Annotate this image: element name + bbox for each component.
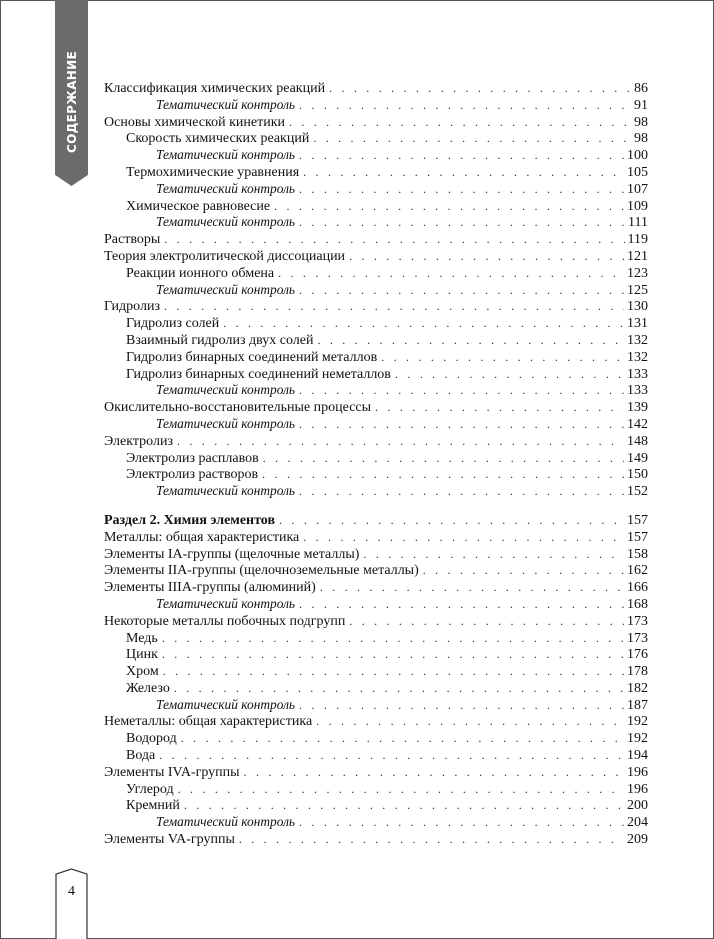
toc-entry-title: Вода — [126, 748, 156, 764]
toc-entry-page: 157 — [627, 529, 648, 545]
toc-entry-title: Элементы IVA-группы — [104, 764, 240, 780]
toc-entry-page: 192 — [627, 731, 648, 747]
toc-leader-dots — [178, 781, 624, 798]
toc-entry[interactable] — [104, 433, 648, 450]
toc-entry-page: 130 — [627, 299, 648, 315]
toc-entry[interactable] — [104, 646, 648, 663]
toc-entry[interactable] — [104, 130, 648, 147]
toc-entry[interactable] — [104, 546, 648, 563]
toc-entry-page: 98 — [634, 114, 648, 130]
toc-entry[interactable] — [104, 282, 648, 299]
toc-entry-page: 173 — [627, 630, 648, 646]
toc-entry[interactable] — [104, 147, 648, 164]
toc-entry-page: 123 — [627, 265, 648, 281]
toc-entry-title: Окислительно-восстановительные процессы — [104, 400, 372, 416]
toc-entry-title: Некоторые металлы побочных подгрупп — [104, 613, 346, 629]
toc-entry-title: Растворы — [104, 232, 161, 248]
toc-entry[interactable] — [104, 596, 648, 613]
toc-leader-dots — [381, 349, 624, 366]
toc-leader-dots — [164, 231, 624, 248]
toc-leader-dots — [279, 512, 624, 529]
toc-leader-dots — [162, 646, 624, 663]
toc-entry-page: 131 — [627, 316, 648, 332]
toc-leader-dots — [349, 613, 624, 630]
toc-leader-dots — [274, 198, 624, 215]
toc-entry[interactable] — [104, 814, 648, 831]
toc-entry-page: 111 — [628, 215, 648, 231]
toc-entry[interactable] — [104, 529, 648, 546]
toc-entry[interactable] — [104, 231, 648, 248]
toc-entry[interactable] — [104, 730, 648, 747]
toc-leader-dots — [395, 366, 624, 383]
toc-entry-page: 192 — [627, 714, 648, 730]
toc-leader-dots — [239, 831, 624, 848]
toc-entry-title: Гидролиз бинарных соединений неметаллов — [126, 366, 391, 382]
toc-entry-title: Электролиз растворов — [126, 467, 259, 483]
toc-entry-page: 150 — [627, 467, 648, 483]
toc-entry-page: 125 — [627, 282, 648, 298]
toc-entry-title: Неметаллы: общая характеристика — [104, 714, 313, 730]
toc-entry[interactable] — [104, 97, 648, 114]
toc-leader-dots — [163, 663, 624, 680]
toc-entry-page: 109 — [627, 198, 648, 214]
toc-leader-dots — [329, 80, 631, 97]
toc-leader-dots — [320, 579, 624, 596]
toc-leader-dots — [375, 399, 624, 416]
toc-entry-title: Тематический контроль — [156, 214, 296, 230]
toc-entry[interactable] — [104, 315, 648, 332]
toc-entry[interactable] — [104, 747, 648, 764]
toc-entry[interactable] — [104, 298, 648, 315]
toc-leader-dots — [299, 181, 624, 198]
toc-leader-dots — [262, 466, 624, 483]
toc-entry[interactable] — [104, 512, 648, 529]
toc-entry[interactable] — [104, 680, 648, 697]
toc-entry[interactable] — [104, 164, 648, 181]
toc-leader-dots — [299, 814, 624, 831]
toc-entry-page: 209 — [627, 832, 648, 848]
toc-entry[interactable] — [104, 781, 648, 798]
toc-entry[interactable] — [104, 181, 648, 198]
toc-leader-dots — [299, 97, 631, 114]
toc-entry-title: Медь — [126, 630, 158, 646]
toc-leader-dots — [423, 562, 624, 579]
toc-leader-dots — [278, 265, 624, 282]
toc-entry-page: 91 — [634, 97, 648, 113]
toc-entry[interactable] — [104, 450, 648, 467]
toc-leader-dots — [299, 282, 624, 299]
toc-entry[interactable] — [104, 713, 648, 730]
toc-entry-title: Тематический контроль — [156, 382, 296, 398]
toc-entry-title: Взаимный гидролиз двух солей — [126, 332, 314, 348]
toc-leader-dots — [159, 747, 624, 764]
toc-entry[interactable] — [104, 214, 648, 231]
toc-entry-page: 107 — [627, 181, 648, 197]
toc-entry-page: 100 — [627, 148, 648, 164]
toc-entry-title: Тематический контроль — [156, 415, 296, 431]
toc-entry[interactable] — [104, 366, 648, 383]
toc-leader-dots — [299, 214, 625, 231]
toc-entry[interactable] — [104, 697, 648, 714]
toc-entry-title: Тематический контроль — [156, 281, 296, 297]
toc-entry-title: Скорость химических реакций — [126, 131, 310, 147]
toc-entry[interactable] — [104, 114, 648, 131]
toc-entry-title: Классификация химических реакций — [104, 81, 326, 96]
toc-entry-title: Электролиз — [104, 433, 173, 449]
toc-leader-dots — [299, 483, 624, 500]
toc-leader-dots — [316, 713, 624, 730]
toc-entry-page: 200 — [627, 798, 648, 814]
toc-leader-dots — [313, 130, 631, 147]
toc-entry-page: 158 — [627, 546, 648, 562]
toc-entry-page: 157 — [627, 512, 648, 528]
toc-entry-page: 196 — [627, 764, 648, 780]
toc-entry-title: Гидролиз — [104, 299, 160, 315]
toc-entry-title: Тематический контроль — [156, 696, 296, 712]
table-of-contents — [104, 80, 648, 848]
toc-leader-dots — [263, 450, 624, 467]
toc-entry-page: 139 — [627, 400, 648, 416]
toc-entry[interactable] — [104, 399, 648, 416]
toc-entry-page: 173 — [627, 613, 648, 629]
toc-leader-dots — [223, 315, 624, 332]
toc-entry-page: 86 — [634, 81, 648, 96]
toc-entry-title: Химическое равновесие — [126, 198, 271, 214]
toc-leader-dots — [184, 797, 624, 814]
toc-entry-page: 133 — [627, 366, 648, 382]
toc-entry-title: Цинк — [126, 647, 158, 663]
toc-leader-dots — [244, 764, 624, 781]
toc-leader-dots — [299, 382, 624, 399]
toc-entry-page: 152 — [627, 484, 648, 500]
toc-entry-title: Элементы IA-группы (щелочные металлы) — [104, 546, 360, 562]
toc-entry-page: 166 — [627, 580, 648, 596]
toc-entry[interactable] — [104, 332, 648, 349]
toc-entry-title: Тематический контроль — [156, 595, 296, 611]
toc-entry-page: 182 — [627, 680, 648, 696]
toc-entry-title: Водород — [126, 731, 177, 747]
toc-entry-page: 168 — [627, 596, 648, 612]
toc-entry-title: Гидролиз солей — [126, 316, 220, 332]
toc-entry[interactable] — [104, 382, 648, 399]
toc-entry[interactable] — [104, 466, 648, 483]
toc-leader-dots — [177, 433, 624, 450]
toc-leader-dots — [299, 147, 624, 164]
toc-leader-dots — [299, 416, 624, 433]
toc-leader-dots — [289, 114, 631, 131]
toc-entry[interactable] — [104, 349, 648, 366]
toc-entry[interactable] — [104, 416, 648, 433]
toc-entry-title: Электролиз расплавов — [126, 450, 259, 466]
toc-leader-dots — [181, 730, 624, 747]
toc-entry[interactable] — [104, 80, 648, 97]
toc-entry-title: Железо — [126, 680, 170, 696]
toc-entry-page: 194 — [627, 748, 648, 764]
toc-entry-page: 149 — [627, 450, 648, 466]
toc-entry[interactable] — [104, 630, 648, 647]
toc-entry-title: Тематический контроль — [156, 180, 296, 196]
toc-entry[interactable] — [104, 663, 648, 680]
toc-entry-title: Углерод — [126, 781, 174, 797]
section-side-tab-label-wrap — [56, 32, 87, 172]
toc-entry-page: 98 — [634, 131, 648, 147]
toc-entry-title: Металлы: общая характеристика — [104, 529, 300, 545]
toc-entry-title: Тематический контроль — [156, 147, 296, 163]
toc-entry-page: 132 — [627, 349, 648, 365]
toc-leader-dots — [363, 546, 624, 563]
toc-entry[interactable] — [104, 483, 648, 500]
toc-entry-page: 121 — [627, 248, 648, 264]
toc-leader-dots — [349, 248, 624, 265]
toc-entry-page: 133 — [627, 383, 648, 399]
toc-leader-dots — [303, 529, 624, 546]
toc-entry[interactable] — [104, 198, 648, 215]
toc-entry-page: 176 — [627, 647, 648, 663]
toc-entry[interactable] — [104, 797, 648, 814]
toc-entry[interactable] — [104, 248, 648, 265]
section-side-tab-label: СОДЕРЖАНИЕ — [64, 51, 79, 153]
toc-leader-dots — [162, 630, 624, 647]
toc-leader-dots — [303, 164, 624, 181]
page-number-tab — [55, 868, 88, 939]
toc-entry-title: Элементы IIA-группы (щелочноземельные металлы) — [104, 563, 419, 579]
toc-entry-title: Тематический контроль — [156, 96, 296, 112]
toc-entry-title: Раздел 2. Химия элементов — [104, 512, 276, 528]
toc-entry[interactable] — [104, 613, 648, 630]
toc-leader-dots — [299, 596, 624, 613]
toc-entry[interactable] — [104, 265, 648, 282]
toc-leader-dots — [299, 697, 624, 714]
toc-entry-page: 105 — [627, 164, 648, 180]
toc-entry-title: Теория электролитической диссоциации — [104, 248, 346, 264]
toc-entry[interactable] — [104, 579, 648, 596]
toc-entry-page: 119 — [627, 232, 648, 248]
toc-entry-page: 204 — [627, 815, 648, 831]
toc-entry-page: 148 — [627, 433, 648, 449]
toc-leader-dots — [164, 298, 624, 315]
toc-entry-title: Реакции ионного обмена — [126, 265, 275, 281]
toc-entry-title: Хром — [126, 664, 159, 680]
toc-entry-title: Гидролиз бинарных соединений металлов — [126, 349, 378, 365]
toc-entry-title: Элементы VA-группы — [104, 832, 235, 848]
toc-entry-title: Кремний — [126, 798, 180, 814]
toc-leader-dots — [317, 332, 624, 349]
toc-entry-title: Термохимические уравнения — [126, 164, 300, 180]
toc-entry[interactable] — [104, 831, 648, 848]
toc-entry[interactable] — [104, 764, 648, 781]
toc-entry-page: 178 — [627, 664, 648, 680]
toc-entry-page: 132 — [627, 332, 648, 348]
toc-entry-page: 162 — [627, 563, 648, 579]
toc-entry-page: 196 — [627, 781, 648, 797]
toc-leader-dots — [174, 680, 624, 697]
toc-entry-page: 142 — [627, 416, 648, 432]
page-number: 4 — [68, 884, 75, 899]
toc-entry-title: Тематический контроль — [156, 483, 296, 499]
toc-entry-title: Тематический контроль — [156, 814, 296, 830]
toc-entry-page: 187 — [627, 697, 648, 713]
toc-entry[interactable] — [104, 562, 648, 579]
toc-entry-title: Элементы IIIA-группы (алюминий) — [104, 580, 316, 596]
toc-entry-title: Основы химической кинетики — [104, 114, 285, 130]
